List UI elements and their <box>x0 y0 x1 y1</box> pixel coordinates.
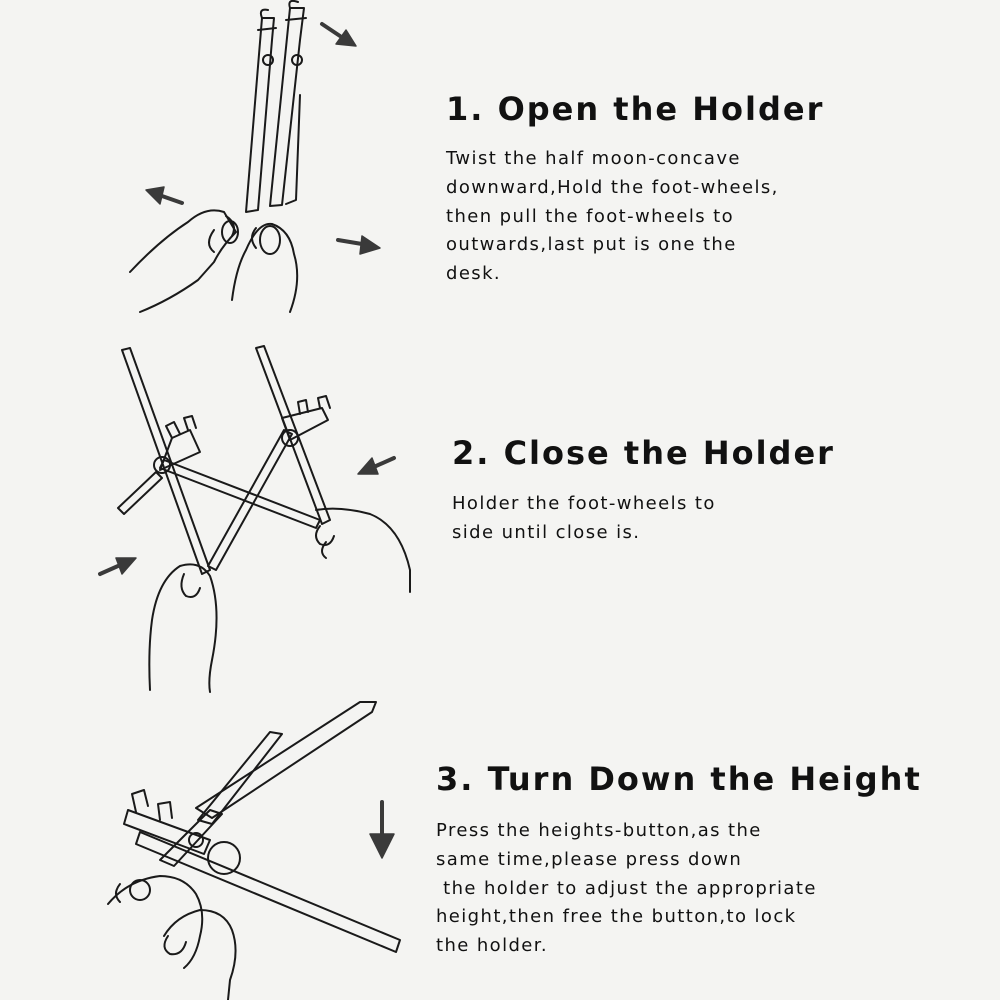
step-2-title: 2. Close the Holder <box>452 434 835 472</box>
step-2-illustration <box>0 330 440 700</box>
arrow-inward-right-icon <box>358 458 394 474</box>
arrow-outward-right-icon <box>338 236 380 254</box>
step-3-illustration <box>0 690 440 1000</box>
step-1-illustration <box>0 0 440 330</box>
arrow-inward-left-icon <box>100 558 136 574</box>
step-3-line-4: height,then free the button,to lock <box>436 906 797 928</box>
step-3-line-1: Press the heights-button,as the <box>436 820 762 841</box>
step-1-line-3: then pull the foot-wheels to <box>446 205 735 227</box>
step-1-line-1: Twist the half moon-concave <box>446 148 741 169</box>
step-1-description <box>446 145 779 289</box>
step-1-line-2: downward,Hold the foot-wheels, <box>446 176 779 198</box>
step-3-description <box>436 817 817 961</box>
step-2-description <box>452 490 716 548</box>
step-3-line-3: the holder to adjust the appropriate <box>436 877 817 899</box>
step-1-line-4: outwards,last put is one the <box>446 234 737 256</box>
arrow-outward-left-icon <box>146 187 182 204</box>
step-3-title: 3. Turn Down the Height <box>436 760 922 798</box>
arrow-down-icon <box>370 802 394 858</box>
step-3-line-2: same time,please press down <box>436 848 743 870</box>
step-1-line-5: desk. <box>446 263 502 285</box>
arrow-outward-top-icon <box>322 24 356 46</box>
step-3-line-5: the holder. <box>436 935 549 957</box>
step-1-title: 1. Open the Holder <box>446 90 825 128</box>
step-2-line-1: Holder the foot-wheels to <box>452 493 716 514</box>
step-2-line-2: side until close is. <box>452 521 641 543</box>
